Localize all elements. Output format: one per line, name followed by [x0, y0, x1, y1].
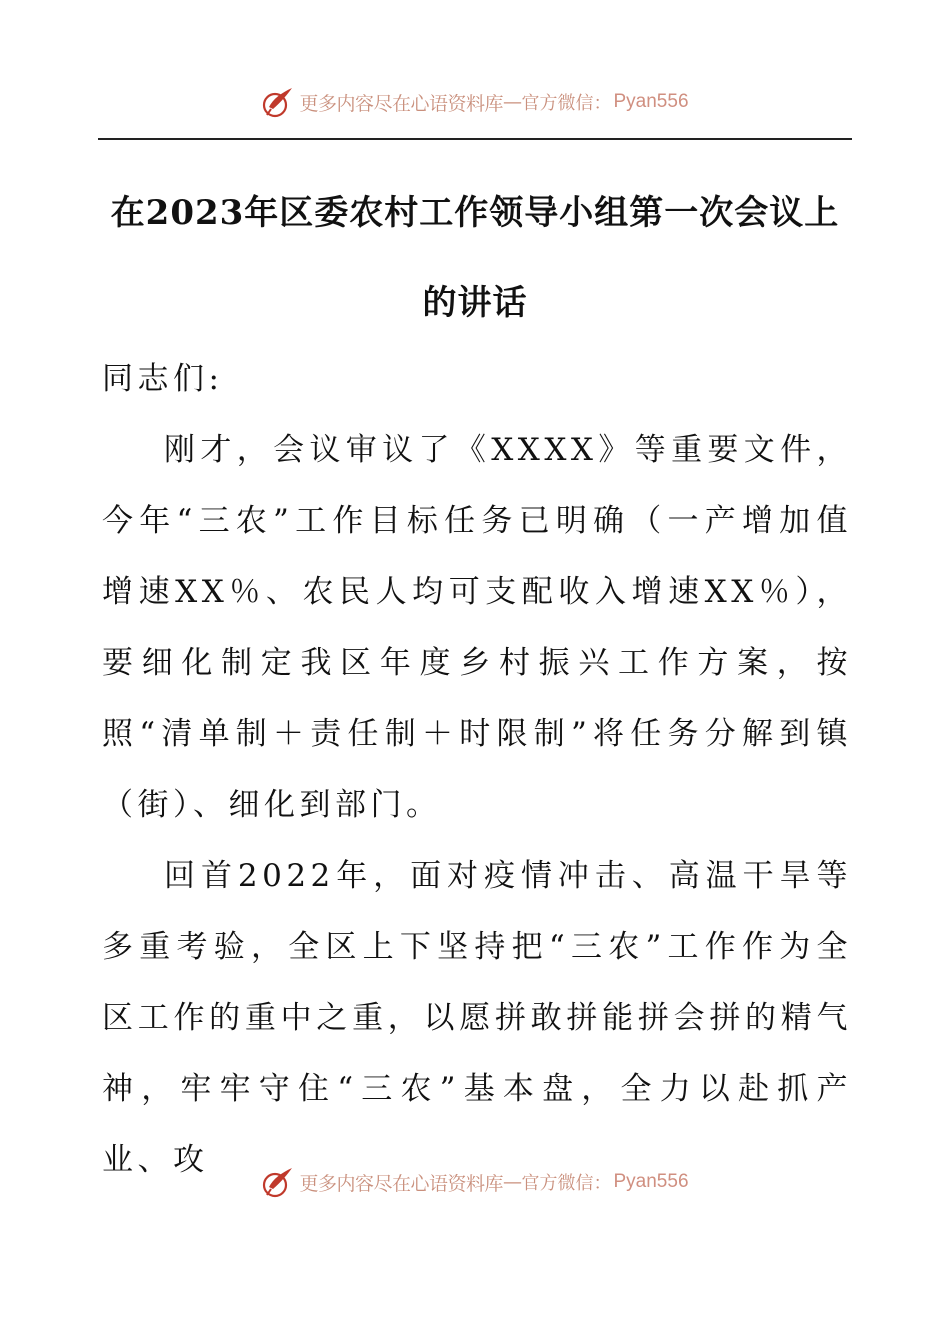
- watermark-dash: —: [503, 91, 522, 113]
- footer-watermark: [0, 1162, 950, 1202]
- quill-pen-icon: [261, 1165, 295, 1199]
- header-divider: [98, 138, 852, 140]
- body-paragraph: 刚才，会议审议了《XXXX》等重要文件，今年“三农”工作目标任务已明确（一产增加值增速XX％、农民人均可支配收入增速XX％），要细化制定我区年度乡村振兴工作方案，按照“清单制＋责任制＋时限制”将任务分解到镇（街）、细化到部门。: [102, 432, 852, 823]
- body-paragraph: 回首2022年，面对疫情冲击、高温干旱等多重考验，全区上下坚持把“三农”工作作为全区工作的重中之重，以愿拼敢拼能拼会拼的精气神，牢牢守住“三农”基本盘，全力以赴抓产业、攻: [102, 858, 852, 1178]
- document-body: [102, 344, 852, 1196]
- watermark-wechat-id: Pyan556: [613, 91, 689, 112]
- header-watermark: [0, 82, 950, 122]
- quill-pen-icon: [261, 85, 295, 119]
- salutation: 同志们:: [102, 361, 224, 397]
- watermark-main-text: 更多内容尽在心语资料库: [299, 1172, 503, 1195]
- document-title: 在2023年区委农村工作领导小组第一次会议上的讲话: [110, 193, 840, 323]
- watermark-main-text: 更多内容尽在心语资料库: [299, 92, 503, 115]
- watermark-wechat-id: Pyan556: [613, 1171, 689, 1192]
- watermark-sub-text: 官方微信：: [521, 93, 612, 114]
- watermark-sub-text: 官方微信：: [521, 1173, 612, 1194]
- watermark-dash: —: [503, 1171, 522, 1193]
